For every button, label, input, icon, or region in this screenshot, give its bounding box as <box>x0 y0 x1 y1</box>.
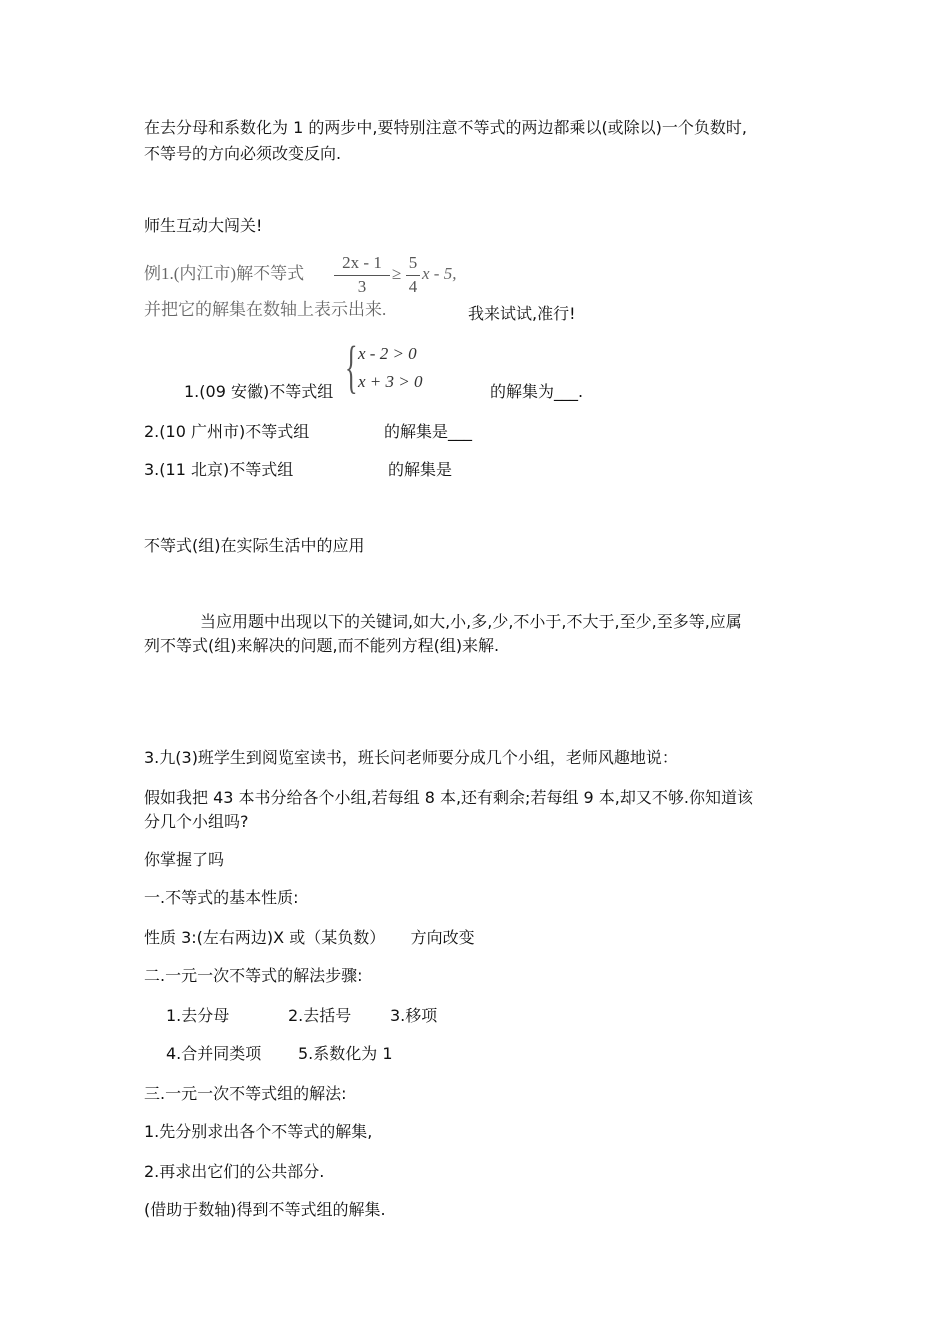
example-1-tail: x - 5, <box>422 264 457 283</box>
q2-text: 2.(10 广州市)不等式组 <box>144 422 310 441</box>
summary-title: 你掌握了吗 <box>144 850 225 869</box>
section-1-title: 一.不等式的基本性质: <box>144 888 299 907</box>
property-3: 性质 3:(左右两边)X 或（某负数） 方向改变 <box>144 928 475 947</box>
fraction-1-numerator: 2x - 1 <box>342 253 382 272</box>
heading-interact: 师生互动大闯关! <box>144 216 263 235</box>
example-1-line-2: 并把它的解集在数轴上表示出来. <box>144 300 387 319</box>
intro-line-2: 不等号的方向必须改变反向. <box>144 144 342 163</box>
fraction-2-denominator: 4 <box>408 277 418 296</box>
section-2-title: 二.一元一次不等式的解法步骤: <box>144 966 363 985</box>
q1-suffix: 的解集为___. <box>490 382 584 401</box>
step-2: 2.去括号 <box>288 1006 352 1025</box>
keywords-line-2: 列不等式(组)来解决的问题,而不能列方程(组)来解. <box>144 636 500 655</box>
keywords-line-1: 当应用题中出现以下的关键词,如大,小,多,少,不小于,不大于,至少,至多等,应属 <box>200 612 742 631</box>
step-1: 1.去分母 <box>166 1006 230 1025</box>
q1-inequality-1: x - 2 > 0 <box>358 344 417 363</box>
geq-sign: ≥ <box>392 264 402 283</box>
heading-application: 不等式(组)在实际生活中的应用 <box>144 536 365 555</box>
q2-suffix: 的解集是___ <box>384 422 473 441</box>
system-step-2: 2.再求出它们的公共部分. <box>144 1162 325 1181</box>
section-3-title: 三.一元一次不等式组的解法: <box>144 1084 347 1103</box>
try-label: 我来试试,准行! <box>468 304 576 323</box>
system-step-1: 1.先分别求出各个不等式的解集, <box>144 1122 373 1141</box>
fraction-1-denominator: 3 <box>357 277 367 296</box>
q3-suffix: 的解集是 <box>388 460 453 479</box>
q1-inequality-2: x + 3 > 0 <box>358 372 423 391</box>
step-3: 3.移项 <box>390 1006 438 1025</box>
system-brace: { <box>345 334 358 399</box>
problem-3-line-3: 分几个小组吗? <box>144 812 249 831</box>
step-5: 5.系数化为 1 <box>298 1044 393 1063</box>
intro-line-1: 在去分母和系数化为 1 的两步中,要特别注意不等式的两边都乘以(或除以)一个负数时, <box>144 118 748 137</box>
q3-text: 3.(11 北京)不等式组 <box>144 460 294 479</box>
step-4: 4.合并同类项 <box>166 1044 262 1063</box>
fraction-1-bar <box>334 275 390 276</box>
problem-3-line-2: 假如我把 43 本书分给各个小组,若每组 8 本,还有剩余;若每组 9 本,却又不够.你知道该 <box>144 788 753 807</box>
q1-text: 1.(09 安徽)不等式组 <box>184 382 334 401</box>
example-1-prefix: 例1.(内江市)解不等式 <box>144 264 305 283</box>
system-step-3: (借助于数轴)得到不等式组的解集. <box>144 1200 386 1219</box>
problem-3-line-1: 3.九(3)班学生到阅览室读书，班长问老师要分成几个小组，老师风趣地说： <box>144 748 678 767</box>
fraction-2-numerator: 5 <box>408 253 418 272</box>
fraction-2-bar <box>406 275 420 276</box>
